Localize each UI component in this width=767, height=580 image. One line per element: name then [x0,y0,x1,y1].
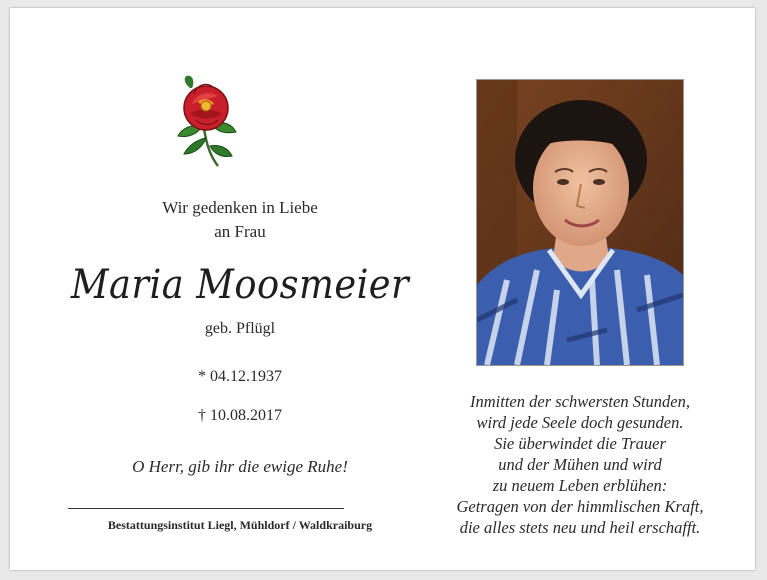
death-date: † 10.08.2017 [198,407,282,424]
memorial-card [10,8,755,570]
rose-icon [172,68,240,176]
poem-line: wird jede Seele doch gesunden. [476,413,684,432]
poem [415,391,745,538]
prayer-text: O Herr, gib ihr die ewige Ruhe! [132,457,348,476]
poem-line: und der Mühen und wird [498,455,662,474]
poem-line: Sie überwindet die Trauer [494,434,666,453]
intro-line-1: Wir gedenken in Liebe [162,198,318,217]
portrait-illustration [477,80,683,365]
deceased-name: Maria Moosmeier [70,262,410,308]
poem-line: die alles stets neu und heil erschafft. [459,518,701,537]
birth-date: * 04.12.1937 [198,368,282,385]
poem-line: Getragen von der himmlischen Kraft, [456,497,704,516]
funeral-home: Bestattungsinstitut Liegl, Mühldorf / Waldkraiburg [107,518,373,532]
intro-line-2: an Frau [214,222,266,241]
poem-line: zu neuem Leben erblühen: [492,476,668,495]
divider-line [68,508,344,509]
birth-name: geb. Pflügl [204,320,276,337]
poem-line: Inmitten der schwersten Stunden, [470,392,690,411]
portrait-photo [476,79,684,366]
